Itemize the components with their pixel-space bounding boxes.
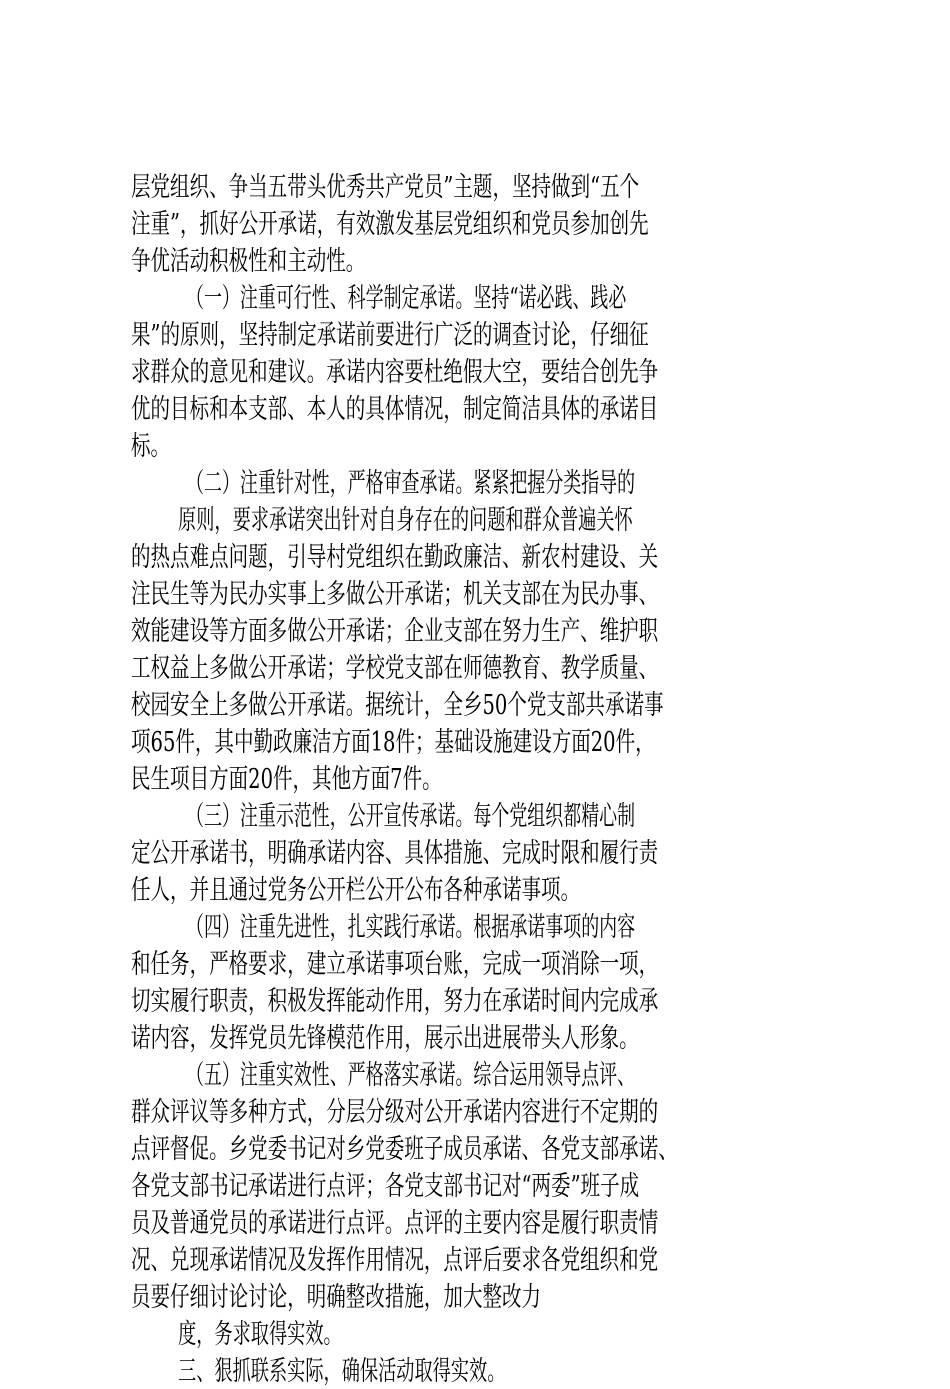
text-line: 员要仔细讨论讨论，明确整改措施，加大整改力	[131, 1282, 542, 1313]
text-line: 三、狠抓联系实际，确保活动取得实效。	[178, 1356, 506, 1387]
text-line: （一）注重可行性、科学制定承诺。坚持“诺必践、践必	[186, 283, 627, 314]
text-line: 度，务求取得实效。	[178, 1319, 342, 1350]
text-line: 各党支部书记承诺进行点评；各党支部书记对“两委”班子成	[131, 1171, 640, 1202]
text-line: 优的目标和本支部、本人的具体情况，制定简洁具体的承诺目	[131, 394, 659, 425]
text-line: 工权益上多做公开承诺；学校党支部在师德教育、教学质量、	[131, 653, 659, 684]
text-line: 原则，要求承诺突出针对自身存在的问题和群众普遍关怀	[178, 505, 633, 536]
text-line: 任人，并且通过党务公开栏公开公布各种承诺事项。	[131, 875, 581, 906]
text-line: （三）注重示范性，公开宣传承诺。每个党组织都精心制	[186, 801, 636, 832]
text-line: 争优活动积极性和主动性。	[131, 246, 366, 277]
text-line: （五）注重实效性、严格落实承诺。综合运用领导点评、	[186, 1060, 636, 1091]
text-line: （二）注重针对性，严格审查承诺。紧紧把握分类指导的	[186, 468, 636, 499]
text-line: 诺内容，发挥党员先锋模范作用，展示出进展带头人形象。	[131, 1023, 639, 1054]
text-line: 况、兑现承诺情况及发挥作用情况，点评后要求各党组织和党	[131, 1245, 659, 1276]
text-line: 点评督促。乡党委书记对乡党委班子成员承诺、各党支部承诺、	[131, 1134, 678, 1165]
text-line: 校园安全上多做公开承诺。据统计，全乡50个党支部共承诺事	[131, 690, 664, 721]
text-line: 求群众的意见和建议。承诺内容要杜绝假大空，要结合创先争	[131, 357, 659, 388]
text-line: 效能建设等方面多做公开承诺；企业支部在努力生产、维护职	[131, 616, 659, 647]
text-line: 的热点难点问题，引导村党组织在勤政廉洁、新农村建设、关	[131, 542, 659, 573]
text-line: 果”的原则，坚持制定承诺前要进行广泛的调查讨论，仔细征	[131, 320, 649, 351]
text-line: 民生项目方面20件，其他方面7件。	[131, 764, 442, 795]
text-line: 切实履行职责，积极发挥能动作用，努力在承诺时间内完成承	[131, 986, 659, 1017]
text-line: （四）注重先进性，扎实践行承诺。根据承诺事项的内容	[186, 912, 636, 943]
text-line: 层党组织、争当五带头优秀共产党员”主题，坚持做到“五个	[131, 172, 640, 203]
text-line: 注民生等为民办实事上多做公开承诺；机关支部在为民办事、	[131, 579, 659, 610]
text-line: 群众评议等多种方式，分层分级对公开承诺内容进行不定期的	[131, 1097, 659, 1128]
text-line: 项65件，其中勤政廉洁方面18件；基础设施建设方面20件，	[131, 727, 655, 758]
text-line: 员及普通党员的承诺进行点评。点评的主要内容是履行职责情	[131, 1208, 659, 1239]
text-line: 标。	[131, 431, 171, 462]
text-line: 注重”，抓好公开承诺，有效激发基层党组织和党员参加创先	[131, 209, 649, 240]
text-line: 定公开承诺书，明确承诺内容、具体措施、完成时限和履行责	[131, 838, 659, 869]
text-line: 和任务，严格要求，建立承诺事项台账，完成一项消除一项，	[131, 949, 659, 980]
